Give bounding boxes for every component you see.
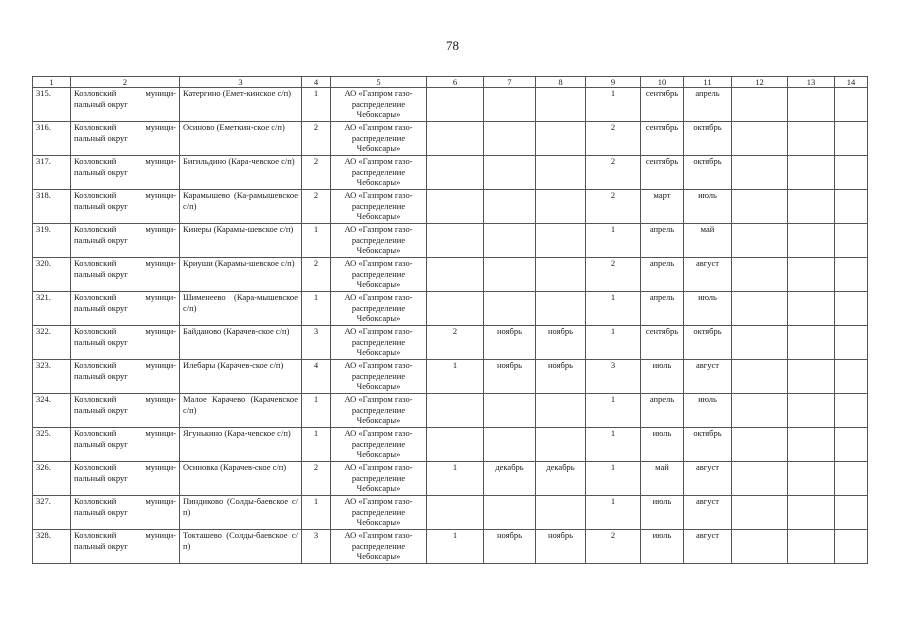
table-cell bbox=[484, 190, 536, 224]
table-cell: ноябрь bbox=[536, 530, 586, 564]
table-cell: 2 bbox=[586, 122, 641, 156]
table-cell bbox=[732, 462, 788, 496]
table-cell: 1 bbox=[427, 360, 484, 394]
column-number: 12 bbox=[732, 77, 788, 88]
table-cell: 327. bbox=[33, 496, 71, 530]
table-cell: 2 bbox=[427, 326, 484, 360]
table-cell: 324. bbox=[33, 394, 71, 428]
column-number: 13 bbox=[788, 77, 835, 88]
table-cell: 321. bbox=[33, 292, 71, 326]
table-cell: 2 bbox=[302, 190, 331, 224]
table-cell: АО «Газпром газо-распределение Чебоксары» bbox=[331, 428, 427, 462]
table-cell: ноябрь bbox=[536, 326, 586, 360]
table-cell bbox=[788, 462, 835, 496]
table-cell bbox=[732, 428, 788, 462]
table-cell bbox=[536, 428, 586, 462]
table-row bbox=[33, 156, 868, 190]
table-cell bbox=[484, 122, 536, 156]
column-number: 5 bbox=[331, 77, 427, 88]
table-cell bbox=[427, 224, 484, 258]
table-row bbox=[33, 326, 868, 360]
table-row bbox=[33, 394, 868, 428]
table-cell: Осиновка (Карачев-ское с/п) bbox=[180, 462, 302, 496]
table-cell: 2 bbox=[586, 190, 641, 224]
table-cell: 1 bbox=[586, 496, 641, 530]
table-cell: АО «Газпром газо-распределение Чебоксары» bbox=[331, 122, 427, 156]
table-cell: Пиндиково (Солды-баевское с/п) bbox=[180, 496, 302, 530]
table-cell bbox=[484, 428, 536, 462]
table-cell: 1 bbox=[302, 292, 331, 326]
table-cell bbox=[835, 190, 868, 224]
table-cell bbox=[427, 496, 484, 530]
table-cell: август bbox=[684, 258, 732, 292]
table-cell bbox=[732, 394, 788, 428]
table-cell: Козловский муници-пальный округ bbox=[71, 190, 180, 224]
table-cell bbox=[427, 394, 484, 428]
table-cell bbox=[835, 326, 868, 360]
table-cell: июль bbox=[641, 360, 684, 394]
table-cell: декабрь bbox=[536, 462, 586, 496]
table-cell: ноябрь bbox=[536, 360, 586, 394]
column-number-row bbox=[33, 77, 868, 88]
table-cell: АО «Газпром газо-распределение Чебоксары» bbox=[331, 224, 427, 258]
table-cell bbox=[484, 88, 536, 122]
table-cell bbox=[484, 496, 536, 530]
table-cell: 318. bbox=[33, 190, 71, 224]
table-cell: Козловский муници-пальный округ bbox=[71, 462, 180, 496]
table-cell: 328. bbox=[33, 530, 71, 564]
table-cell: АО «Газпром газо-распределение Чебоксары» bbox=[331, 258, 427, 292]
table-cell bbox=[536, 292, 586, 326]
table-cell: 4 bbox=[302, 360, 331, 394]
table-cell bbox=[427, 258, 484, 292]
table-cell: 2 bbox=[302, 156, 331, 190]
table-row bbox=[33, 462, 868, 496]
table-cell: 325. bbox=[33, 428, 71, 462]
table-cell bbox=[835, 394, 868, 428]
table-cell: 322. bbox=[33, 326, 71, 360]
table-cell bbox=[788, 88, 835, 122]
table-cell: Шименеево (Кара-мышевское с/п) bbox=[180, 292, 302, 326]
table-cell: ноябрь bbox=[484, 326, 536, 360]
table-cell bbox=[835, 122, 868, 156]
table-cell: Козловский муници-пальный округ bbox=[71, 292, 180, 326]
table-cell bbox=[732, 326, 788, 360]
table-cell: Бигильдино (Кара-чевское с/п) bbox=[180, 156, 302, 190]
table-cell: 316. bbox=[33, 122, 71, 156]
table-cell: 323. bbox=[33, 360, 71, 394]
table-cell: 1 bbox=[586, 394, 641, 428]
table-row bbox=[33, 360, 868, 394]
table-cell: сентябрь bbox=[641, 326, 684, 360]
column-number: 3 bbox=[180, 77, 302, 88]
table-row bbox=[33, 88, 868, 122]
table-cell bbox=[732, 360, 788, 394]
column-number: 8 bbox=[536, 77, 586, 88]
table-cell: 2 bbox=[302, 122, 331, 156]
table-cell bbox=[536, 88, 586, 122]
table-cell: 1 bbox=[302, 428, 331, 462]
table-cell: 3 bbox=[302, 326, 331, 360]
table-cell bbox=[732, 88, 788, 122]
table-cell bbox=[536, 224, 586, 258]
table-row bbox=[33, 190, 868, 224]
table-cell bbox=[788, 190, 835, 224]
column-number: 4 bbox=[302, 77, 331, 88]
table-cell: АО «Газпром газо-распределение Чебоксары» bbox=[331, 190, 427, 224]
column-number: 14 bbox=[835, 77, 868, 88]
table-cell bbox=[536, 190, 586, 224]
table-cell: 1 bbox=[586, 326, 641, 360]
column-number: 1 bbox=[33, 77, 71, 88]
table-cell: апрель bbox=[684, 88, 732, 122]
table-cell: сентябрь bbox=[641, 122, 684, 156]
table-cell: 317. bbox=[33, 156, 71, 190]
table-cell bbox=[835, 258, 868, 292]
table-cell: сентябрь bbox=[641, 88, 684, 122]
table-cell: июль bbox=[684, 394, 732, 428]
table-cell: 319. bbox=[33, 224, 71, 258]
table-cell: декабрь bbox=[484, 462, 536, 496]
table-cell bbox=[484, 292, 536, 326]
table-cell: Осиново (Еметкин-ское с/п) bbox=[180, 122, 302, 156]
table-cell: июль bbox=[684, 190, 732, 224]
table-cell: октябрь bbox=[684, 122, 732, 156]
table-cell: АО «Газпром газо-распределение Чебоксары» bbox=[331, 394, 427, 428]
table-row bbox=[33, 496, 868, 530]
table-cell: АО «Газпром газо-распределение Чебоксары» bbox=[331, 530, 427, 564]
table-cell: Козловский муници-пальный округ bbox=[71, 530, 180, 564]
table-cell bbox=[835, 360, 868, 394]
table-cell: АО «Газпром газо-распределение Чебоксары» bbox=[331, 496, 427, 530]
table-cell: 2 bbox=[586, 156, 641, 190]
table-cell bbox=[484, 394, 536, 428]
table-cell: май bbox=[684, 224, 732, 258]
table-cell: май bbox=[641, 462, 684, 496]
table-cell bbox=[732, 496, 788, 530]
table-cell: Криуши (Карамы-шевское с/п) bbox=[180, 258, 302, 292]
table-cell: 2 bbox=[586, 258, 641, 292]
table-cell bbox=[427, 88, 484, 122]
table-cell: ноябрь bbox=[484, 530, 536, 564]
table-cell bbox=[536, 122, 586, 156]
table-cell: Козловский муници-пальный округ bbox=[71, 156, 180, 190]
table-cell: 3 bbox=[586, 360, 641, 394]
table-cell bbox=[788, 292, 835, 326]
table-cell bbox=[788, 428, 835, 462]
table-cell: ноябрь bbox=[484, 360, 536, 394]
column-number: 11 bbox=[684, 77, 732, 88]
table-cell: апрель bbox=[641, 258, 684, 292]
table-cell bbox=[788, 326, 835, 360]
table-cell bbox=[732, 258, 788, 292]
table-cell: 1 bbox=[302, 88, 331, 122]
column-number: 10 bbox=[641, 77, 684, 88]
table-cell: апрель bbox=[641, 292, 684, 326]
table-cell: март bbox=[641, 190, 684, 224]
column-number: 2 bbox=[71, 77, 180, 88]
table-cell: июль bbox=[641, 530, 684, 564]
table-cell: 1 bbox=[586, 292, 641, 326]
table-cell bbox=[788, 496, 835, 530]
table-cell: Козловский муници-пальный округ bbox=[71, 394, 180, 428]
table-cell: Козловский муници-пальный округ bbox=[71, 360, 180, 394]
table-cell bbox=[484, 156, 536, 190]
table-cell: Карамышево (Ка-рамышевское с/п) bbox=[180, 190, 302, 224]
table-cell: 1 bbox=[586, 88, 641, 122]
page-number: 78 bbox=[446, 38, 459, 53]
table-cell bbox=[732, 292, 788, 326]
table-cell bbox=[788, 530, 835, 564]
table-cell: Малое Карачево (Карачевское с/п) bbox=[180, 394, 302, 428]
table-row bbox=[33, 428, 868, 462]
table-cell: Байданово (Карачев-ское с/п) bbox=[180, 326, 302, 360]
table-cell: август bbox=[684, 360, 732, 394]
table-cell: АО «Газпром газо-распределение Чебоксары» bbox=[331, 326, 427, 360]
table-cell bbox=[835, 496, 868, 530]
table-cell: август bbox=[684, 462, 732, 496]
table-cell bbox=[788, 122, 835, 156]
table-cell: АО «Газпром газо-распределение Чебоксары» bbox=[331, 292, 427, 326]
table-cell: 2 bbox=[586, 530, 641, 564]
table-cell: 3 bbox=[302, 530, 331, 564]
table-cell: 1 bbox=[302, 394, 331, 428]
table-row bbox=[33, 292, 868, 326]
table-cell bbox=[788, 258, 835, 292]
table-cell bbox=[835, 224, 868, 258]
table-cell bbox=[835, 530, 868, 564]
column-number: 9 bbox=[586, 77, 641, 88]
table-cell: 1 bbox=[586, 428, 641, 462]
table-cell: апрель bbox=[641, 394, 684, 428]
table-cell bbox=[732, 530, 788, 564]
table-cell: Илебары (Карачев-ское с/п) bbox=[180, 360, 302, 394]
table-cell: Козловский муници-пальный округ bbox=[71, 258, 180, 292]
table-cell: 326. bbox=[33, 462, 71, 496]
table-cell: сентябрь bbox=[641, 156, 684, 190]
table-cell bbox=[732, 156, 788, 190]
table-cell: 1 bbox=[427, 530, 484, 564]
table-cell: АО «Газпром газо-распределение Чебоксары» bbox=[331, 360, 427, 394]
table-cell: апрель bbox=[641, 224, 684, 258]
table-cell: 315. bbox=[33, 88, 71, 122]
table-cell bbox=[835, 88, 868, 122]
column-number: 6 bbox=[427, 77, 484, 88]
table-cell: Козловский муници-пальный округ bbox=[71, 122, 180, 156]
table-cell bbox=[732, 224, 788, 258]
table-cell: 1 bbox=[302, 224, 331, 258]
table-cell bbox=[536, 496, 586, 530]
table-cell: 1 bbox=[302, 496, 331, 530]
table-row bbox=[33, 224, 868, 258]
table-row bbox=[33, 530, 868, 564]
table-cell: июль bbox=[641, 496, 684, 530]
gasification-schedule-table bbox=[32, 76, 868, 564]
table-cell: Катергино (Емет-кинское с/п) bbox=[180, 88, 302, 122]
table-cell: 1 bbox=[427, 462, 484, 496]
table-cell: Кинеры (Карамы-шевское с/п) bbox=[180, 224, 302, 258]
table-cell bbox=[732, 122, 788, 156]
table-cell: Токташево (Солды-баевское с/п) bbox=[180, 530, 302, 564]
table-row bbox=[33, 122, 868, 156]
table-cell: 1 bbox=[586, 462, 641, 496]
table-cell: Козловский муници-пальный округ bbox=[71, 428, 180, 462]
table-cell: 2 bbox=[302, 258, 331, 292]
table-cell: Козловский муници-пальный округ bbox=[71, 224, 180, 258]
table-cell: октябрь bbox=[684, 156, 732, 190]
table-cell: 1 bbox=[586, 224, 641, 258]
table-cell bbox=[835, 428, 868, 462]
table-cell bbox=[835, 292, 868, 326]
table-cell: Козловский муници-пальный округ bbox=[71, 496, 180, 530]
table-cell bbox=[484, 224, 536, 258]
table-cell bbox=[788, 156, 835, 190]
table-cell bbox=[835, 156, 868, 190]
table-cell: 2 bbox=[302, 462, 331, 496]
table-cell: август bbox=[684, 496, 732, 530]
table-cell: Ягунькино (Кара-чевское с/п) bbox=[180, 428, 302, 462]
table-cell bbox=[427, 122, 484, 156]
table-cell: 320. bbox=[33, 258, 71, 292]
table-cell: октябрь bbox=[684, 428, 732, 462]
table-cell bbox=[484, 258, 536, 292]
column-number: 7 bbox=[484, 77, 536, 88]
table-cell: июль bbox=[684, 292, 732, 326]
table-cell: август bbox=[684, 530, 732, 564]
table-cell bbox=[732, 190, 788, 224]
table-row bbox=[33, 258, 868, 292]
table-cell bbox=[536, 258, 586, 292]
table-cell bbox=[536, 156, 586, 190]
table-cell bbox=[788, 360, 835, 394]
table-cell bbox=[835, 462, 868, 496]
table-cell bbox=[427, 428, 484, 462]
table-cell: АО «Газпром газо-распределение Чебоксары» bbox=[331, 88, 427, 122]
table-cell bbox=[788, 394, 835, 428]
table-cell: АО «Газпром газо-распределение Чебоксары» bbox=[331, 462, 427, 496]
table-cell: АО «Газпром газо-распределение Чебоксары» bbox=[331, 156, 427, 190]
table-cell bbox=[788, 224, 835, 258]
table-cell bbox=[427, 190, 484, 224]
table-cell: июль bbox=[641, 428, 684, 462]
table-cell: Козловский муници-пальный округ bbox=[71, 88, 180, 122]
table-cell bbox=[427, 156, 484, 190]
table-cell bbox=[427, 292, 484, 326]
table-cell: октябрь bbox=[684, 326, 732, 360]
table-cell bbox=[536, 394, 586, 428]
table-cell: Козловский муници-пальный округ bbox=[71, 326, 180, 360]
